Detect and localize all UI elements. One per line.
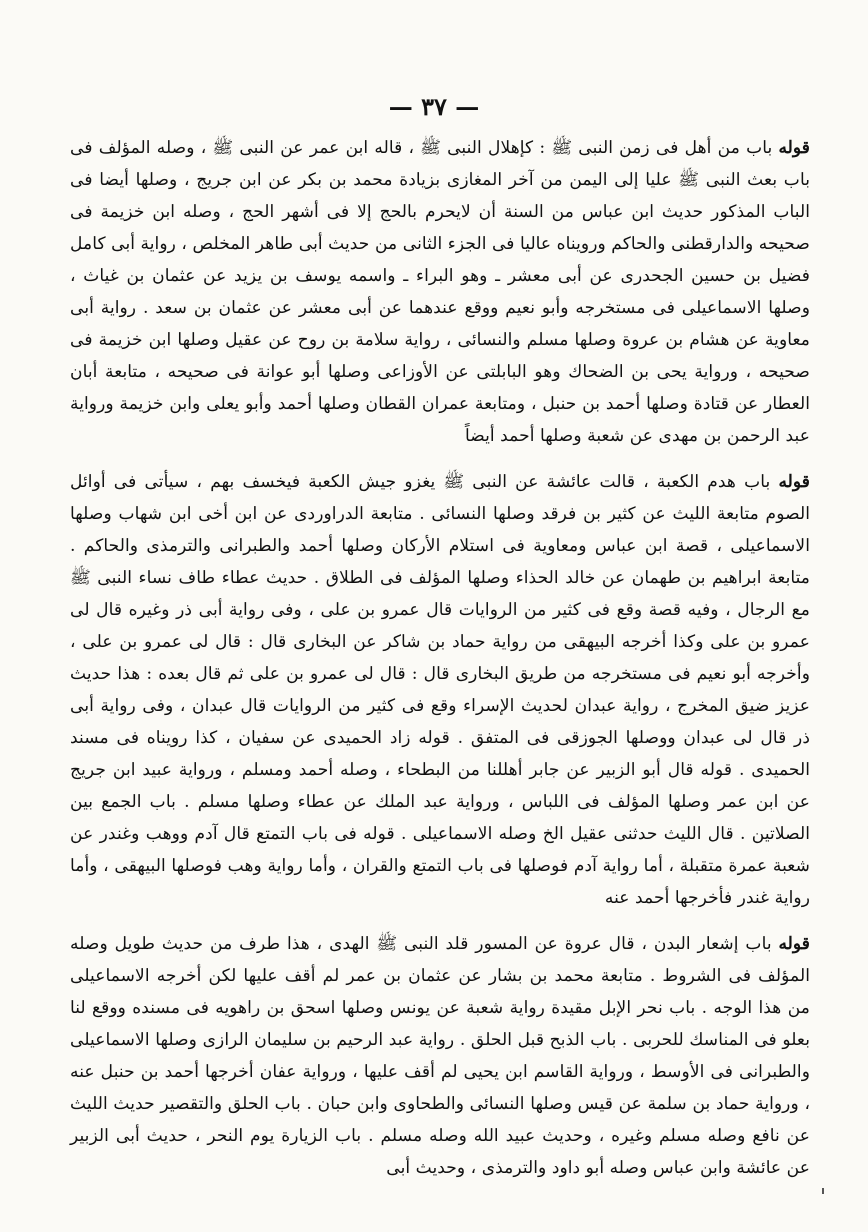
margin-mark bbox=[822, 1188, 824, 1194]
paragraph-2 bbox=[70, 466, 810, 914]
paragraph-text: باب من أهل فى زمن النبى ﷺ : كإهلال النبى ﷺ ، قاله ابن عمر عن النبى ﷺ ، وصله المؤلف فى باب بعث النبى ﷺ عليا إلى اليمن من آخر المغازى بزيادة محمد بن بكر عن ابن جريج ، وصلها أيضا فى الباب المذكور حديث ابن عباس من السنة أن لايحرم بالحج إلا فى أشهر الحج ، وصله ابن خزيمة فى صحيحه والدارقطنى والحاكم ورويناه عاليا فى الجزء الثانى من حديث أبى طاهر المخلص ، رواية أبى كامل فضيل بن حسين الجحدرى عن أبى معشر ـ وهو البراء ـ واسمه يوسف بن يزيد عن عثمان بن غياث ، وصلها الاسماعيلى فى مستخرجه وأبو نعيم ووقع عندهما عن أبى معشر عن عثمان بن سعد . رواية أبى معاوية عن هشام بن عروة وصلها مسلم والنسائى ، رواية سلامة بن روح عن عقيل وصلها ابن خزيمة فى صحيحه ، ورواية يحى بن الضحاك وهو البابلتى عن الأوزاعى وصلها أبو عوانة فى صحيحه ، متابعة أبان العطار عن قتادة وصلها أحمد بن حنبل ، ومتابعة عمران القطان وصلها أحمد وأبو يعلى وابن خزيمة ورواية عبد الرحمن بن مهدى عن شعبة وصلها أحمد أيضاً bbox=[70, 138, 810, 446]
paragraph-keyword: قوله bbox=[778, 472, 810, 492]
page-number: — ٣٧ — bbox=[388, 92, 480, 121]
document-body bbox=[70, 132, 810, 1198]
paragraph-text: باب إشعار البدن ، قال عروة عن المسور قلد النبى ﷺ الهدى ، هذا طرف من حديث طويل وصله المؤلف فى الشروط . متابعة محمد بن بشار عن عثمان بن عمر لم أقف عليها لكن أخرجه الاسماعيلى من هذا الوجه . باب نحر الإبل مقيدة رواية شعبة عن يونس وصلها اسحق بن راهويه فى مسنده ووقع لنا بعلو فى المناسك للحربى . باب الذبح قبل الحلق . رواية عبد الرحيم بن سليمان الرازى وصلها الاسماعيلى والطبرانى فى الأوسط ، ورواية القاسم ابن يحيى لم أقف عليها ، ورواية عفان أخرجها أحمد بن حنبل عنه ، ورواية حماد بن سلمة عن قيس وصلها النسائى والطحاوى وابن حبان . باب الحلق والتقصير حديث الليث عن نافع وصله مسلم وغيره ، وحديث عبيد الله وصله مسلم . باب الزيارة يوم النحر ، حديث أبى الزبير عن عائشة وابن عباس وصله أبو داود والترمذى ، وحديث أبى bbox=[70, 934, 810, 1178]
paragraph-text: باب هدم الكعبة ، قالت عائشة عن النبى ﷺ يغزو جيش الكعبة فيخسف بهم ، سيأتى فى أوائل الصوم متابعة الليث عن كثير بن فرقد وصلها النسائى . متابعة الدراوردى عن ابن أخى ابن شهاب وصلها الاسماعيلى ، قصة ابن عباس ومعاوية فى استلام الأركان وصلها أحمد والطبرانى والترمذى والحاكم . متابعة ابراهيم بن طهمان عن خالد الحذاء وصلها المؤلف فى الطلاق . حديث عطاء طاف نساء النبى ﷺ مع الرجال ، وفيه قصة وقع فى كثير من الروايات قال عمرو بن على ، وفى رواية أبى ذر وغيره قال لى عمرو بن على وكذا أخرجه البيهقى من رواية حماد بن شاكر عن البخارى قال : قال لى عمرو بن على ، وأخرجه أبو نعيم فى مستخرجه من طريق البخارى قال : قال لى عمرو بن على ثم قال بعده : هذا حديث عزيز ضيق المخرج ، رواية عبدان لحديث الإسراء وقع فى كثير من الروايات قال عبدان ، وفى رواية أبى ذر قال لى عبدان ووصلها الجوزقى فى المتفق . قوله زاد الحميدى عن سفيان ، كذا رويناه فى مسند الحميدى . قوله قال أبو الزبير عن جابر أهللنا من البطحاء ، وصله أحمد ومسلم ، ورواية عبيد ابن جريج عن ابن عمر وصلها المؤلف فى اللباس ، ورواية عبد الملك عن عطاء وصلها مسلم . باب الجمع بين الصلاتين . قال الليث حدثنى عقيل الخ وصله الاسماعيلى . قوله فى باب التمتع قال آدم ووهب وغندر عن شعبة عمرة متقبلة ، أما رواية آدم فوصلها فى باب التمتع والقران ، وأما رواية وهب فوصلها البيهقى ، وأما رواية غندر فأخرجها أحمد عنه bbox=[70, 472, 811, 908]
paragraph-1 bbox=[70, 132, 810, 452]
paragraph-3 bbox=[70, 928, 810, 1184]
paragraph-keyword: قوله bbox=[778, 138, 810, 158]
paragraph-keyword: قوله bbox=[778, 934, 810, 954]
